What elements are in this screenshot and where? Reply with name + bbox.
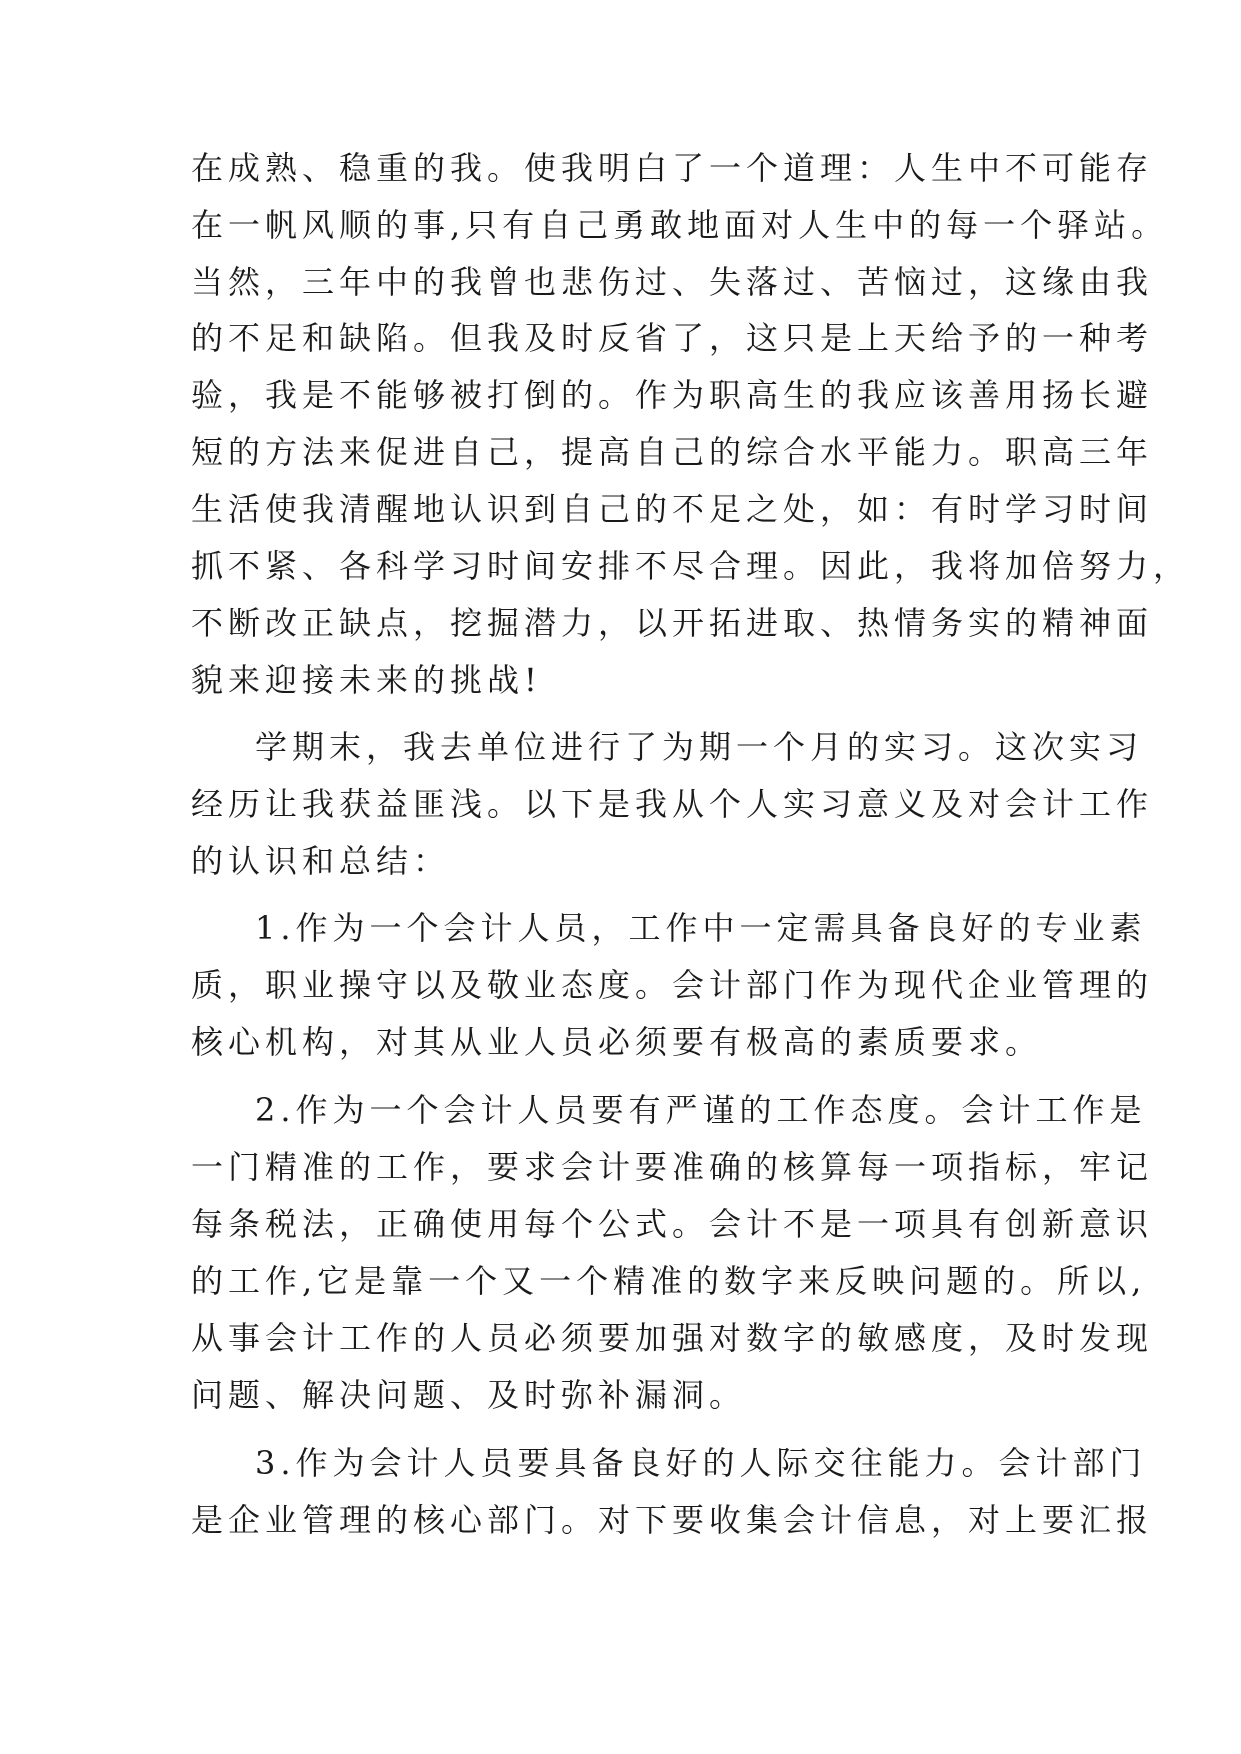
text-line: 生活使我清醒地认识到自己的不足之处，如：有时学习时间 — [191, 490, 1154, 528]
text-line: 短的方法来促进自己，提高自己的综合水平能力。职高三年 — [191, 433, 1154, 471]
text-line: 经历让我获益匪浅。以下是我从个人实习意义及对会计工作 — [191, 785, 1154, 823]
text-line: 一门精准的工作，要求会计要准确的核算每一项指标，牢记 — [191, 1148, 1154, 1186]
list-item-1-first-line: 1.作为一个会计人员，工作中一定需具备良好的专业素 — [255, 909, 1147, 947]
text-line: 是企业管理的核心部门。对下要收集会计信息，对上要汇报 — [191, 1501, 1154, 1539]
text-line: 每条税法，正确使用每个公式。会计不是一项具有创新意识 — [191, 1205, 1154, 1243]
text-line: 的认识和总结： — [191, 842, 451, 880]
text-line: 的不足和缺陷。但我及时反省了，这只是上天给予的一种考 — [191, 319, 1154, 357]
text-line: 问题、解决问题、及时弥补漏洞。 — [191, 1376, 747, 1414]
text-line: 验，我是不能够被打倒的。作为职高生的我应该善用扬长避 — [191, 376, 1154, 414]
text-line: 在成熟、稳重的我。使我明白了一个道理：人生中不可能存 — [191, 149, 1154, 187]
text-line: 不断改正缺点，挖掘潜力，以开拓进取、热情务实的精神面 — [191, 604, 1154, 642]
text-line: 质，职业操守以及敬业态度。会计部门作为现代企业管理的 — [191, 966, 1154, 1004]
text-line: 在一帆风顺的事,只有自己勇敢地面对人生中的每一个驿站。 — [191, 206, 1169, 244]
list-item-2-first-line: 2.作为一个会计人员要有严谨的工作态度。会计工作是 — [255, 1091, 1147, 1129]
text-line: 当然，三年中的我曾也悲伤过、失落过、苦恼过，这缘由我 — [191, 263, 1154, 301]
text-line: 貌来迎接未来的挑战! — [191, 661, 542, 699]
text-line: 抓不紧、各科学习时间安排不尽合理。因此，我将加倍努力， — [191, 547, 1191, 585]
paragraph-first-line: 学期末，我去单位进行了为期一个月的实习。这次实习 — [255, 728, 1144, 766]
text-line: 核心机构，对其从业人员必须要有极高的素质要求。 — [191, 1023, 1043, 1061]
list-item-3-first-line: 3.作为会计人员要具备良好的人际交往能力。会计部门 — [255, 1444, 1147, 1482]
text-line: 从事会计工作的人员必须要加强对数字的敏感度，及时发现 — [191, 1319, 1154, 1357]
text-line: 的工作,它是靠一个又一个精准的数字来反映问题的。所以, — [191, 1262, 1147, 1300]
